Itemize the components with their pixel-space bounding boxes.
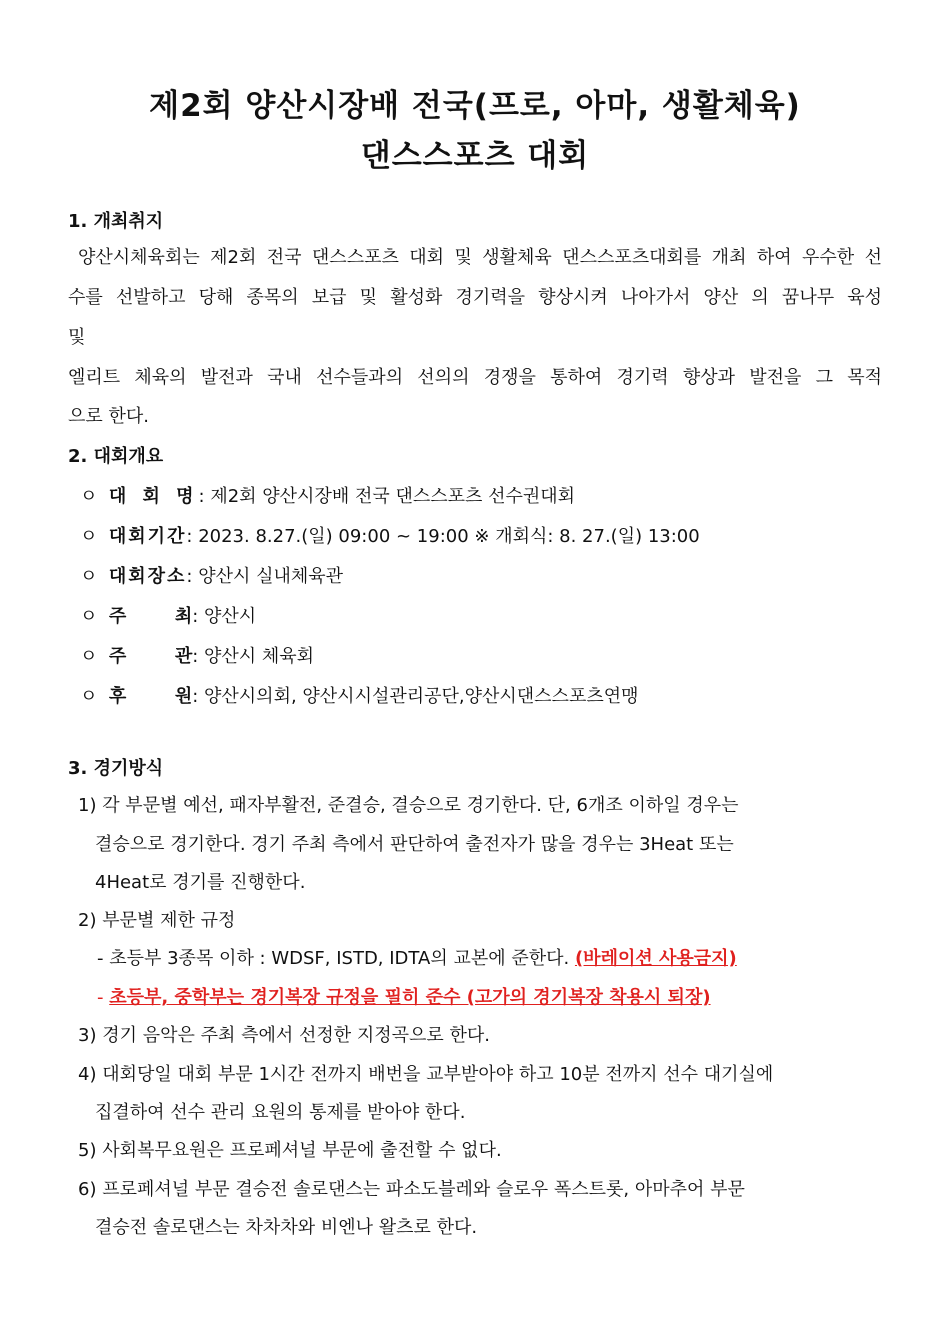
overview-label: 대회장소 (108, 566, 187, 587)
overview-item-host (80, 605, 256, 629)
overview-value: : 양산시 체육회 (192, 646, 315, 667)
overview-label: 대 회 명 (108, 486, 199, 507)
rule2-sub1 (97, 947, 737, 971)
overview-item-name (80, 485, 575, 509)
bullet-circle: ㅇ (80, 646, 98, 667)
rule2-sub1-text: - 초등부 3종목 이하 : WDSF, ISTD, IDTA의 교본에 준한다. (97, 948, 570, 969)
bullet-circle: ㅇ (80, 486, 98, 507)
rule2-sub2-red-note: 초등부, 중학부는 경기복장 규정을 필히 준수 (고가의 경기복장 착용시 퇴장) (109, 987, 711, 1008)
overview-label-a: 후 (108, 686, 127, 707)
bullet-circle: ㅇ (80, 526, 98, 547)
rule2-sub1-red-note: (바레이션 사용금지) (574, 948, 737, 969)
overview-label-a: 주 (108, 646, 127, 667)
section1-line-5: 으로 한다. (68, 406, 149, 427)
overview-label-b: 최 (174, 606, 193, 627)
rule1-line3: 4Heat로 경기를 진행한다. (95, 872, 306, 893)
rule5: 5) 사회복무요원은 프로페셔널 부문에 출전할 수 없다. (78, 1140, 502, 1161)
overview-label-b: 원 (174, 686, 193, 707)
section1-heading: 1. 개최취지 (68, 211, 164, 232)
overview-label-a: 주 (108, 606, 127, 627)
section3-heading: 3. 경기방식 (68, 758, 164, 779)
document-title-line1: 제2회 양산시장배 전국(프로, 아마, 생활체육) (149, 88, 801, 124)
overview-value: : 제2회 양산시장배 전국 댄스스포츠 선수권대회 (198, 486, 576, 507)
overview-value: : 양산시 실내체육관 (186, 566, 344, 587)
document-title-line2: 댄스스포츠 대회 (360, 138, 590, 174)
rule1-line2: 결승으로 경기한다. 경기 주최 측에서 판단하여 출전자가 많을 경우는 3Heat 또는 (95, 834, 734, 855)
rule6-line2: 결승전 솔로댄스는 차차차와 비엔나 왈츠로 한다. (95, 1217, 478, 1238)
overview-value: : 양산시의회, 양산시시설관리공단,양산시댄스스포츠연맹 (192, 686, 639, 707)
rule1-line1: 1) 각 부문별 예선, 패자부활전, 준결승, 결승으로 경기한다. 단, 6개조 이하일 경우는 (78, 795, 739, 816)
overview-item-period (80, 525, 700, 549)
section1-line-1: 양산시체육회는 제2회 전국 댄스스포츠 대회 및 생활체육 댄스스포츠대회를 개최 하여 우수한 선 (78, 247, 882, 268)
bullet-circle: ㅇ (80, 606, 98, 627)
overview-item-organizer (80, 645, 314, 669)
overview-value: : 양산시 (192, 606, 257, 627)
bullet-circle: ㅇ (80, 566, 98, 587)
rule6-line1: 6) 프로페셔널 부문 결승전 솔로댄스는 파소도블레와 슬로우 폭스트롯, 아마추어 부문 (78, 1179, 745, 1200)
overview-item-venue (80, 565, 343, 589)
section1-line-2: 수를 선발하고 당해 종목의 보급 및 활성화 경기력을 향상시켜 나아가서 양산 의 꿈나무 육성 (68, 287, 882, 308)
rule2-sub2-dash: - (97, 987, 104, 1008)
overview-value: : 2023. 8.27.(일) 09:00 ~ 19:00 ※ 개회식: 8. 27.(일) 13:00 (186, 526, 700, 547)
overview-label-b: 관 (174, 646, 193, 667)
rule4-line2: 집결하여 선수 관리 요원의 통제를 받아야 한다. (95, 1102, 466, 1123)
bullet-circle: ㅇ (80, 686, 98, 707)
rule2-sub2 (97, 986, 711, 1010)
rule3: 3) 경기 음악은 주최 측에서 선정한 지정곡으로 한다. (78, 1025, 491, 1046)
section1-line-4: 엘리트 체육의 발전과 국내 선수들과의 선의의 경쟁을 통하여 경기력 향상과 발전을 그 목적 (68, 367, 882, 388)
rule4-line1: 4) 대회당일 대회 부문 1시간 전까지 배번을 교부받아야 하고 10분 전까지 선수 대기실에 (78, 1064, 774, 1085)
rule2-line1: 2) 부문별 제한 규정 (78, 910, 236, 931)
section2-heading: 2. 대회개요 (68, 446, 164, 467)
section1-line-3: 및 (68, 327, 86, 348)
overview-label: 대회기간 (108, 526, 187, 547)
overview-item-sponsor (80, 685, 639, 709)
